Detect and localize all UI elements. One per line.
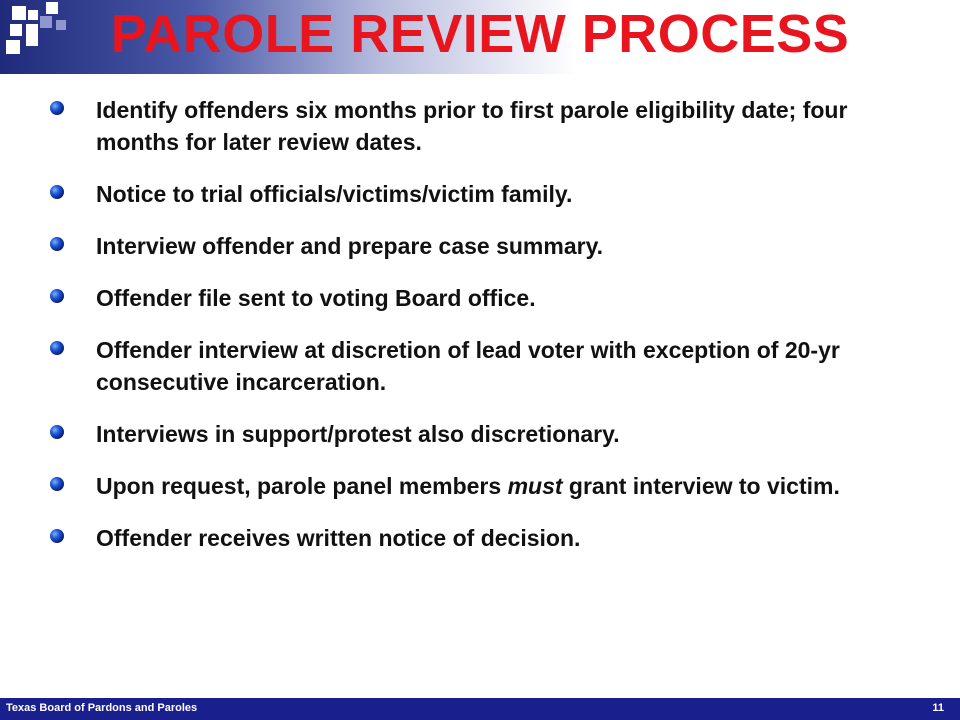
- bullet-text: Identify offenders six months prior to first parole eligibility date; four months for later review dates.: [96, 97, 848, 155]
- bullet-text: Interview offender and prepare case summary.: [96, 233, 604, 259]
- bullet-text: [96, 470, 840, 502]
- footer-bar: [0, 698, 960, 720]
- emphasis-must: must: [507, 473, 563, 499]
- blue-sphere-bullet-icon: [50, 185, 64, 199]
- list-item: [46, 522, 926, 554]
- bullet-text-pre: Upon request, parole panel members: [96, 473, 508, 499]
- bullet-text: Offender receives written notice of decision.: [96, 525, 581, 551]
- blue-sphere-bullet-icon: [50, 101, 64, 115]
- blue-sphere-bullet-icon: [50, 237, 64, 251]
- list-item: [46, 178, 926, 210]
- footer-organization: Texas Board of Pardons and Paroles: [6, 702, 198, 714]
- bullet-text: Interviews in support/protest also discretionary.: [96, 421, 620, 447]
- bullet-text-post: grant interview to victim.: [562, 473, 840, 499]
- blue-sphere-bullet-icon: [50, 425, 64, 439]
- bullet-text: Notice to trial officials/victims/victim family.: [96, 181, 573, 207]
- blue-sphere-bullet-icon: [50, 477, 64, 491]
- list-item: [46, 94, 926, 158]
- list-item: [46, 334, 926, 398]
- bullet-text: Offender interview at discretion of lead voter with exception of 20-yr consecutive incarceration.: [96, 337, 840, 395]
- blue-sphere-bullet-icon: [50, 289, 64, 303]
- list-item: [46, 282, 926, 314]
- list-item: [46, 418, 926, 450]
- slide-title: PAROLE REVIEW PROCESS: [110, 4, 850, 64]
- blue-sphere-bullet-icon: [50, 529, 64, 543]
- page-number: 11: [932, 702, 944, 714]
- bullet-list: [46, 94, 926, 574]
- list-item: [46, 230, 926, 262]
- blue-sphere-bullet-icon: [50, 341, 64, 355]
- list-item: [46, 470, 926, 502]
- bullet-text: Offender file sent to voting Board office.: [96, 285, 536, 311]
